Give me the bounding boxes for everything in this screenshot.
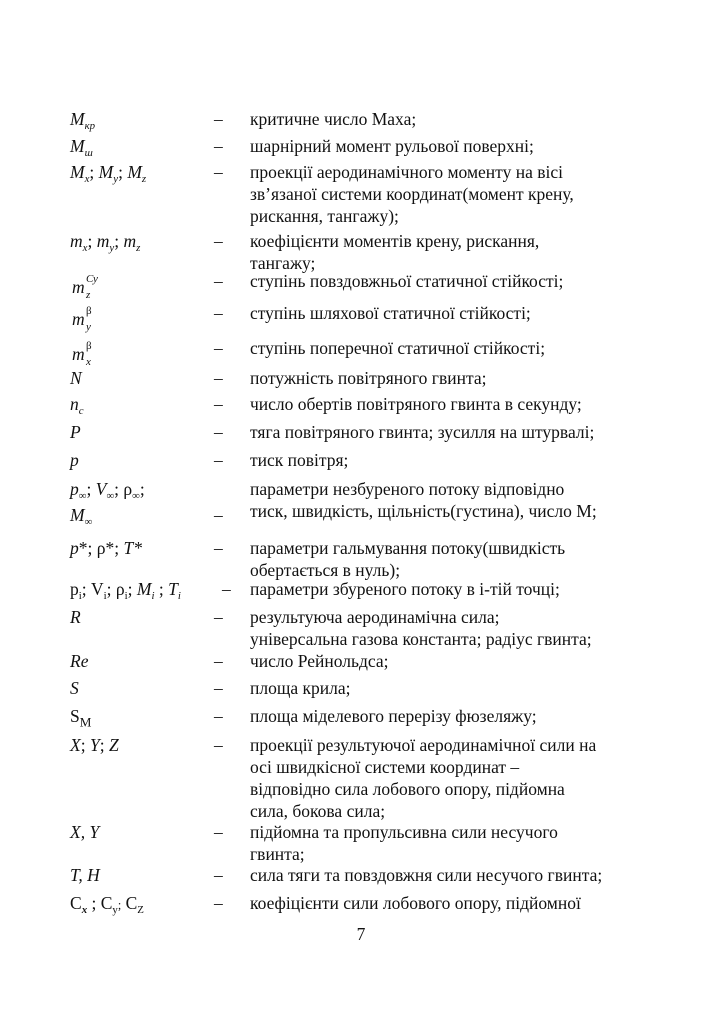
symbol: $m_x$; $m_y$; $m_z$ — [70, 231, 141, 254]
description-line: проекції аеродинамічного моменту на вісі — [250, 162, 563, 182]
description-line: проекції результуючої аеродинамічної сили на — [250, 735, 597, 755]
symbol: $n_c$ — [70, 394, 84, 417]
description-line: підйомна та пропульсивна сили несучого — [250, 822, 558, 842]
description-line: ступінь поперечної статичної стійкості; — [250, 338, 546, 358]
dash: – — [214, 893, 223, 913]
description — [250, 270, 650, 292]
description-line: рискання, тангажу); — [250, 206, 399, 226]
description — [250, 578, 650, 600]
symbol: S — [70, 678, 79, 698]
description — [250, 302, 650, 324]
symbol: Re — [70, 651, 89, 671]
description-line: площа крила; — [250, 678, 351, 698]
symbol: $M_x$; $M_y$; $M_z$ — [70, 162, 147, 185]
description-line: тиск, швидкість, щільність(густина), число М; — [250, 501, 597, 521]
dash: – — [214, 271, 223, 291]
symbol: R — [70, 607, 81, 627]
dash: – — [214, 368, 223, 388]
dash: – — [214, 538, 223, 558]
symbol: N — [70, 368, 82, 388]
dash: – — [214, 822, 223, 842]
description-line: універсальна газова константа; радіус гвинта; — [250, 629, 592, 649]
description-line: параметри збуреного потоку в і-тій точці; — [250, 579, 560, 599]
description — [250, 705, 650, 727]
dash: – — [214, 422, 223, 442]
description — [250, 537, 650, 581]
symbol: X; Y; Z — [70, 735, 119, 755]
dash: – — [214, 394, 223, 414]
symbol: $C_x$ ; $C_y$; $C_Z$ — [70, 893, 144, 916]
description-line: критичне число Маха; — [250, 109, 417, 129]
description — [250, 367, 650, 389]
symbol: P — [70, 422, 81, 442]
description-line: зв’язаної системи координат(момент крену, — [250, 184, 574, 204]
description-line: потужність повітряного гвинта; — [250, 368, 487, 388]
symbol: X, Y — [70, 822, 100, 842]
description-line: число обертів повітряного гвинта в секунду; — [250, 394, 582, 414]
subscript: кр — [84, 119, 96, 132]
description-line: результуюча аеродинамічна сила; — [250, 607, 500, 627]
symbol: T, H — [70, 865, 100, 885]
dash: – — [214, 505, 223, 525]
description — [250, 821, 650, 865]
description-line: гвинта; — [250, 844, 305, 864]
dash: – — [214, 865, 223, 885]
description — [250, 650, 650, 672]
symbol: $p_\infty$; $V_\infty$; $\rho_\infty$; $M_\infty$ — [70, 479, 145, 528]
description — [250, 161, 650, 227]
description — [250, 337, 650, 359]
dash: – — [214, 450, 223, 470]
symbol: m β x — [72, 340, 92, 368]
description — [250, 393, 650, 415]
dash: – — [214, 303, 223, 323]
symbol: $p_i$; $V_i$; $\rho_i$; $M_i$ ; $T_i$ — [70, 579, 181, 602]
description — [250, 677, 650, 699]
description-line: тиск повітря; — [250, 450, 349, 470]
description — [250, 449, 650, 471]
description-line: параметри незбуреного потоку відповідно — [250, 479, 565, 499]
description — [250, 734, 650, 822]
symbol: $M_ш$ — [70, 136, 93, 159]
symbol: m β y — [72, 305, 92, 333]
description-line: сила тяги та повздовжня сили несучого гвинта; — [250, 865, 603, 885]
dash: – — [214, 706, 223, 726]
description — [250, 108, 650, 130]
description-line: сила, бокова сила; — [250, 801, 386, 821]
description — [250, 606, 650, 650]
symbol: $S_М$ — [70, 706, 92, 730]
dash: – — [214, 162, 223, 182]
description-line: параметри гальмування потоку(швидкість — [250, 538, 566, 558]
page-number: 7 — [356, 924, 366, 944]
description-line: тяга повітряного гвинта; зусилля на штурвалі; — [250, 422, 595, 442]
description — [250, 478, 650, 522]
description-line: шарнірний момент рульової поверхні; — [250, 136, 534, 156]
dash: – — [214, 607, 223, 627]
description — [250, 864, 650, 886]
dash: – — [214, 136, 223, 156]
symbol: p*; ρ*; T* — [70, 538, 142, 558]
description-line: коефіцієнти сили лобового опору, підйомної — [250, 893, 581, 913]
description-line: відповідно сила лобового опору, підйомна — [250, 779, 565, 799]
description-line: осі швидкісної системи координат – — [250, 757, 520, 777]
description — [250, 230, 650, 274]
dash: – — [214, 109, 223, 129]
description-line: обертається в нуль); — [250, 560, 401, 580]
dash: – — [222, 579, 231, 599]
description — [250, 135, 650, 157]
description-line: коефіцієнти моментів крену, рискання, — [250, 231, 540, 251]
description-line: ступінь повздовжньої статичної стійкості; — [250, 271, 564, 291]
symbol: p — [70, 450, 79, 470]
dash: – — [214, 338, 223, 358]
description — [250, 892, 650, 914]
symbol: $M_{кр}$ — [70, 109, 96, 132]
description-line: ступінь шляхової статичної стійкості; — [250, 303, 531, 323]
dash: – — [214, 735, 223, 755]
dash: – — [214, 651, 223, 671]
description-line: число Рейнольдса; — [250, 651, 389, 671]
symbol: m z C y — [72, 273, 98, 301]
description-line: площа міделевого перерізу фюзеляжу; — [250, 706, 537, 726]
dash: – — [214, 678, 223, 698]
description-line: тангажу; — [250, 253, 316, 273]
dash: – — [214, 231, 223, 251]
description — [250, 421, 650, 443]
